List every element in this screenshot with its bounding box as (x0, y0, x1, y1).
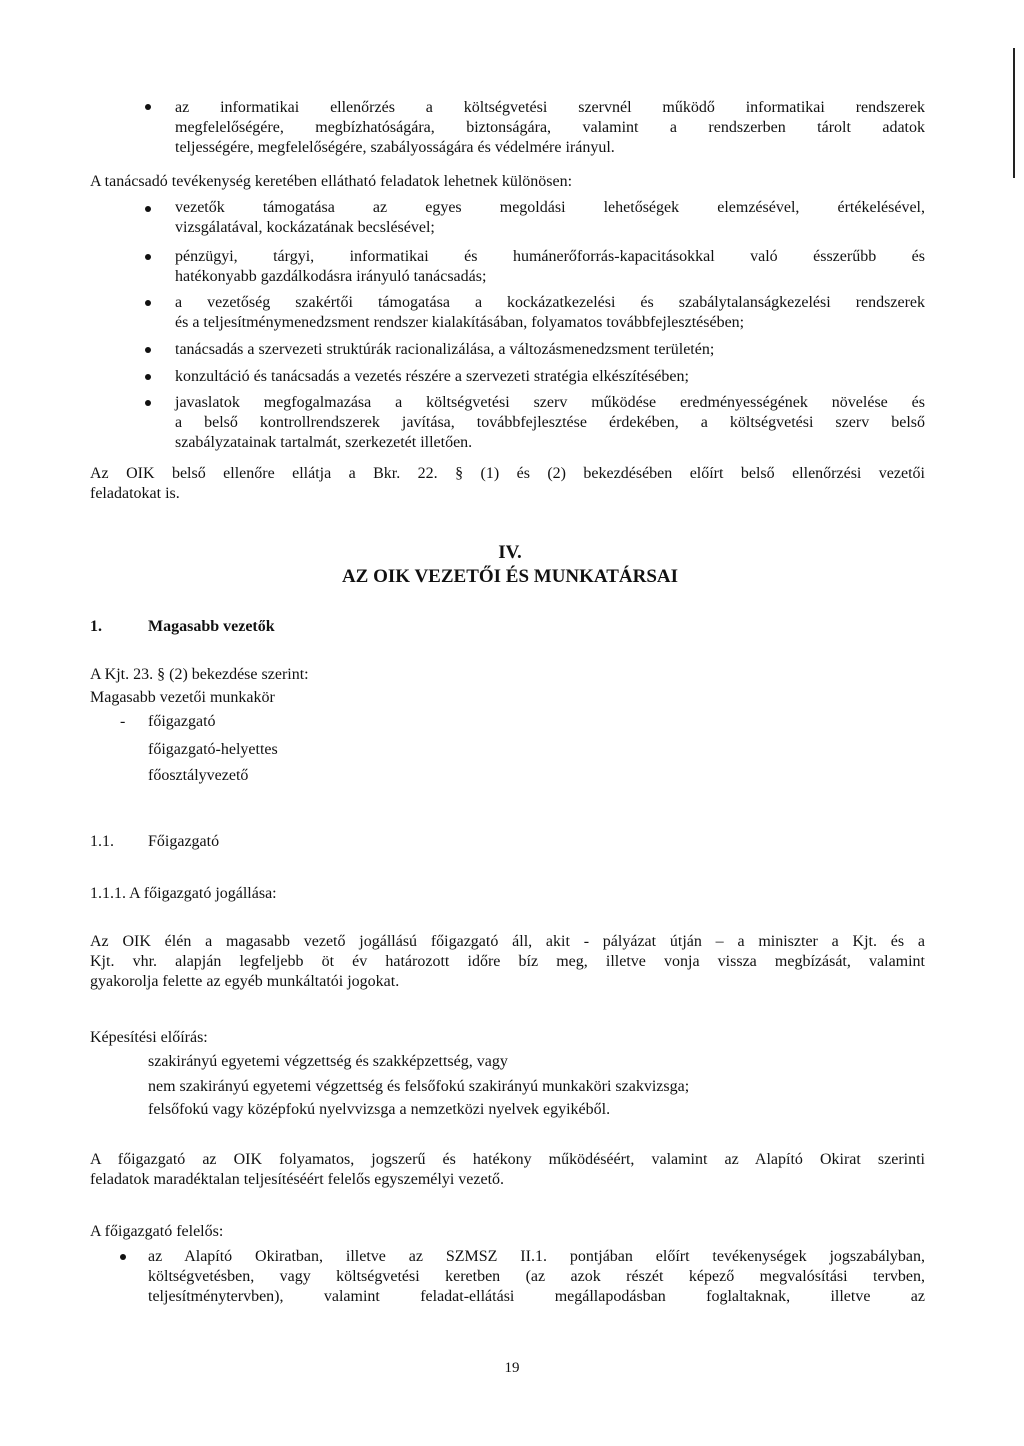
position-item: főigazgató-helyettes (148, 741, 278, 758)
responsible-bullet (148, 1247, 925, 1307)
text-line: hatékonyabb gazdálkodásra irányuló tanácsadás; (175, 268, 487, 285)
advisory-bullet (175, 198, 925, 238)
text-line: feladatokat is. (90, 485, 180, 502)
text-line: pénzügyi, tárgyi, informatikai és humánerőforrás-kapacitásokkal való ésszerűbb és (175, 248, 925, 265)
section-1-number: 1. (90, 618, 102, 635)
advisory-bullet (175, 247, 925, 287)
advisory-bullet: konzultáció és tanácsadás a vezetés részére a szervezeti stratégia elkészítésében; (175, 368, 689, 385)
text-line: teljességére, megfelelőségére, szabályosságára és védelmére irányul. (175, 139, 615, 156)
advisory-bullet (175, 293, 925, 333)
chapter-number: IV. (498, 542, 522, 563)
section-1-1-number: 1.1. (90, 833, 114, 850)
text-line: vezetők támogatása az egyes megoldási lehetőségek elemzésével, értékelésével, (175, 199, 925, 216)
bullet-dot (120, 1254, 126, 1260)
status-paragraph (90, 932, 925, 992)
text-line: költségvetésben, vagy költségvetési keretben (az azok részét képező megvalósítási tervben, (148, 1268, 925, 1285)
text-line: az informatikai ellenőrzés a költségvetési szervnél működő informatikai rendszerek (175, 99, 925, 116)
text-line: a belső kontrollrendszerek javítása, továbbfejlesztése érdekében, a költségvetési szerv belső (175, 414, 925, 431)
advisory-bullet: tanácsadás a szervezeti struktúrák racionalizálása, a változásmenedzsment területén; (175, 341, 715, 358)
advisory-bullet (175, 393, 925, 453)
chapter-title: AZ OIK VEZETŐI ÉS MUNKATÁRSAI (341, 566, 679, 587)
kjt-line: A Kjt. 23. § (2) bekezdése szerint: (90, 666, 309, 683)
bullet-dot (145, 104, 151, 110)
qualification-item: felsőfokú vagy középfokú nyelvvizsga a nemzetközi nyelvek egyikéből. (148, 1101, 611, 1118)
bullet-dot (145, 300, 151, 306)
text-line: az Alapító Okiratban, illetve az SZMSZ II.1. pontjában előírt tevékenységek jogszabályban, (148, 1248, 925, 1265)
kjt-line: Magasabb vezetői munkakör (90, 689, 275, 706)
position-item: főosztályvezető (148, 767, 249, 784)
section-1-title: Magasabb vezetők (148, 618, 275, 635)
advisory-intro: A tanácsadó tevékenység keretében ellátható feladatok lehetnek különösen: (90, 173, 573, 190)
section-1-1-title: Főigazgató (148, 833, 220, 850)
text-line: feladatok maradéktalan teljesítéséért felelős egyszemélyi vezető. (90, 1171, 505, 1188)
text-line: Az OIK belső ellenőre ellátja a Bkr. 22. § (1) és (2) bekezdésében előírt belső ellenőrzési vezetői (90, 465, 925, 482)
qualification-item: nem szakirányú egyetemi végzettség és felsőfokú szakirányú munkaköri szakvizsga; (148, 1078, 690, 1095)
section-1-1-1-heading: 1.1.1. A főigazgató jogállása: (90, 885, 277, 902)
text-line: javaslatok megfogalmazása a költségvetési szerv működése eredményességének növelése és (175, 394, 925, 411)
oik-internal-auditor-para (90, 464, 925, 504)
list-dash: - (120, 713, 126, 730)
text-line: A főigazgató az OIK folyamatos, jogszerű és hatékony működéséért, valamint az Alapító Okirat szerinti (90, 1151, 925, 1168)
position-item: főigazgató (148, 713, 216, 730)
qualification-title: Képesítési előírás: (90, 1029, 208, 1046)
bullet-dot (145, 400, 151, 406)
text-line: teljesítménytervben), valamint feladat-ellátási megállapodásban foglaltaknak, illetve az (148, 1288, 925, 1305)
text-line: Kjt. vhr. alapján legfeljebb öt év határozott időre bíz meg, illetve vonja vissza megbízását, valamint (90, 953, 925, 970)
responsibility-paragraph (90, 1150, 925, 1190)
bullet-dot (145, 206, 151, 212)
text-line: Az OIK élén a magasabb vezető jogállású főigazgató áll, akit - pályázat útján – a miniszter a Kjt. és a (90, 933, 925, 950)
bullet-dot (145, 347, 151, 353)
page-number: 19 (504, 1360, 520, 1376)
responsible-title: A főigazgató felelős: (90, 1223, 224, 1240)
text-line: megfelelőségére, megbízhatóságára, biztonságára, valamint a rendszerben tárolt adatok (175, 119, 925, 136)
bullet-dot (145, 374, 151, 380)
informatics-bullet (175, 98, 925, 158)
text-line: vizsgálatával, kockázatának becslésével; (175, 219, 435, 236)
text-line: gyakorolja felette az egyéb munkáltatói jogokat. (90, 973, 400, 990)
text-line: szabályzatainak tartalmát, szerkezetét illetően. (175, 434, 473, 451)
text-line: és a teljesítménymenedzsment rendszer kialakításában, folyamatos továbbfejlesztésében; (175, 314, 745, 331)
scan-edge-line (1013, 48, 1015, 178)
bullet-dot (145, 254, 151, 260)
text-line: a vezetőség szakértői támogatása a kockázatkezelési és szabálytalanságkezelési rendszerek (175, 294, 925, 311)
qualification-item: szakirányú egyetemi végzettség és szakképzettség, vagy (148, 1053, 508, 1070)
